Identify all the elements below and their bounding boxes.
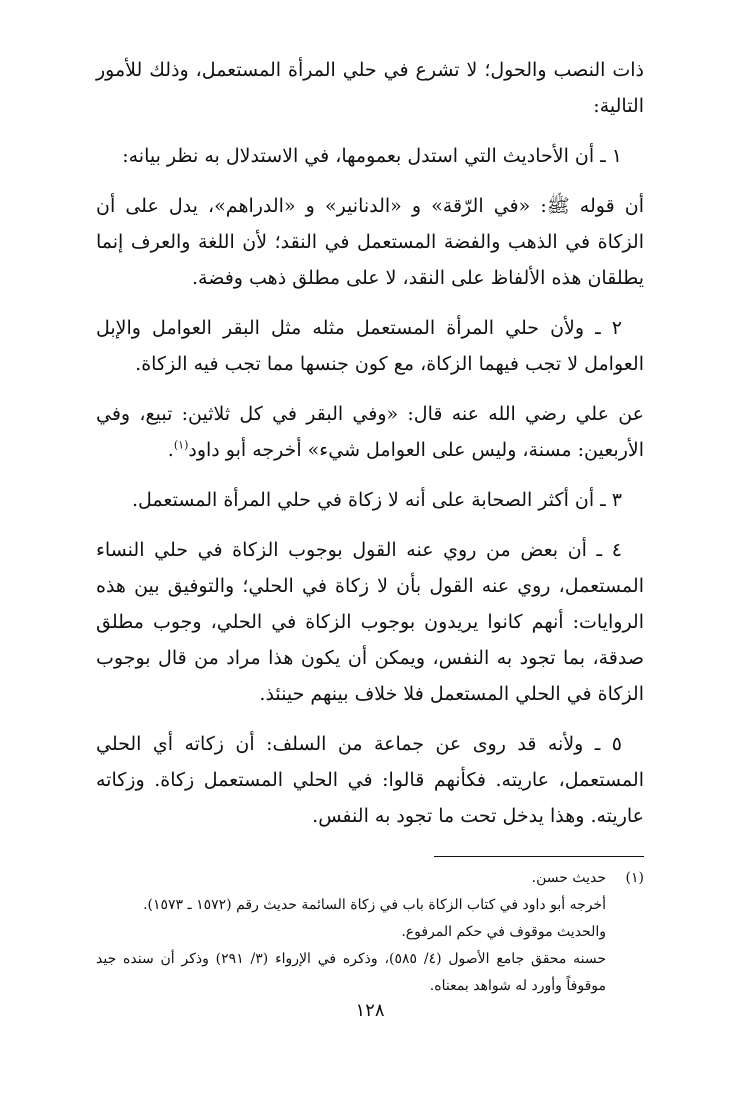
footnote-body — [96, 865, 606, 1000]
paragraph-point-2: ٢ ـ ولأن حلي المرأة المستعمل مثله مثل البقر العوامل والإبل العوامل لا تجب فيهما الزكاة، مع كون جنسها مما تجب فيه الزكاة. — [96, 317, 644, 375]
paragraph-point-3: ٣ ـ أن أكثر الصحابة على أنه لا زكاة في حلي المرأة المستعمل. — [132, 489, 622, 511]
paragraph-intro: ذات النصب والحول؛ لا تشرع في حلي المرأة المستعمل، وذلك للأمور التالية: — [96, 59, 644, 117]
footnote-line: أخرجه أبو داود في كتاب الزكاة باب في زكاة السائمة حديث رقم (١٥٧٢ ـ ١٥٧٣). — [143, 897, 606, 913]
footnote-line: حسنه محقق جامع الأصول (٤/ ٥٨٥)، وذكره في الإرواء (٣/ ٢٩١) وذكر أن سنده جيد موقوفاً وأورد له شواهد بمعناه. — [96, 951, 607, 994]
page-number: ١٢٨ — [355, 1000, 385, 1021]
paragraph-point-1: ١ ـ أن الأحاديث التي استدل بعمومها، في الاستدلال به نظر بيانه: — [122, 145, 622, 167]
footnote-1 — [96, 865, 644, 1000]
ali-narration-end: . — [167, 439, 174, 461]
paragraph-point-5: ٥ ـ ولأنه قد روى عن جماعة من السلف: أن زكاته أي الحلي المستعمل، عاريته. فكأنهم قالوا: في الحلي المستعمل زكاة. وزكاته عاريته. وهذا يدخل تحت ما تجود به النفس. — [96, 733, 644, 827]
footnote-divider — [434, 856, 644, 857]
footnote-line: حديث حسن. — [531, 870, 606, 886]
ali-narration-text: عن علي رضي الله عنه قال: «وفي البقر في كل ثلاثين: تبيع، وفي الأربعين: مسنة، وليس على العوامل شيء» أخرجه أبو داود — [96, 403, 644, 461]
footnote-line: والحديث موقوف في حكم المرفوع. — [401, 924, 606, 940]
paragraph-hadith-explanation: أن قوله ﷺ: «في الرّقة» و «الدنانير» و «الدراهم»، يدل على أن الزكاة في الذهب والفضة المستعمل في النقد؛ لأن اللغة والعرف إنما يطلقان هذه الألفاظ على النقد، لا على مطلق ذهب وفضة. — [96, 195, 644, 289]
footnote-number: (١) — [625, 870, 644, 886]
footnotes — [96, 865, 644, 1000]
paragraph-ali-narration — [96, 396, 644, 468]
paragraph-point-4: ٤ ـ أن بعض من روي عنه القول بوجوب الزكاة في حلي النساء المستعمل، روي عنه القول بأن لا زكاة في الحلي؛ والتوفيق بين هذه الروايات: أنهم كانوا يريدون بوجوب الزكاة في الحلي، وجوب مطلق صدقة، بما تجود به النفس، ويمكن أن يكون هذا مراد من قال بوجوب الزكاة في الحلي المستعمل فلا خلاف بينهم حينئذ. — [96, 539, 644, 705]
footnote-reference[interactable]: (١) — [173, 438, 189, 452]
